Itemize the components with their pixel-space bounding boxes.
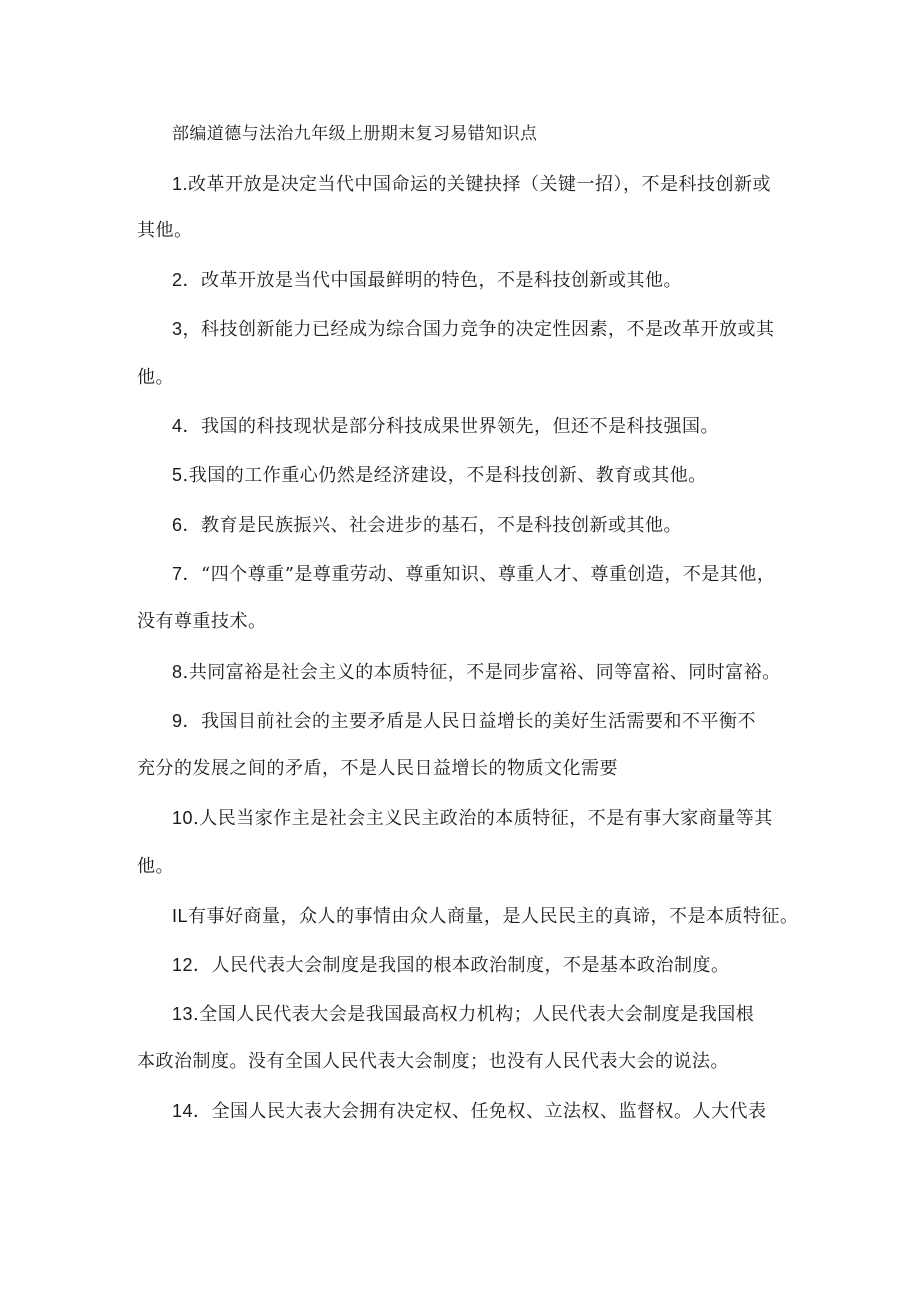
item-text: 改革开放是决定当代中国命运的关键抉择（关键一招），不是科技创新或 [188, 174, 772, 195]
item-text: ，科技创新能力已经成为综合国力竞争的决定性因素，不是改革开放或其 [182, 319, 775, 340]
item-text: ．“四个尊重”是尊重劳动、尊重知识、尊重人才、尊重创造，不是其他， [182, 564, 776, 585]
list-item [172, 660, 781, 685]
item-text: .共同富裕是社会主义的本质特征，不是同步富裕、同等富裕、同时富裕。 [182, 662, 781, 683]
document-title: 部编道德与法治九年级上册期末复习易错知识点 [172, 124, 538, 144]
item-number: 14 [172, 1101, 194, 1121]
item-number: 13 [172, 1004, 194, 1024]
item-text: ．我国目前社会的主要矛盾是人民日益增长的美好生活需要和不平衡不 [182, 711, 757, 732]
list-item [172, 1099, 767, 1124]
item-text: ．教育是民族振兴、社会进步的基石，不是科技创新或其他。 [182, 515, 683, 536]
list-item [172, 414, 719, 439]
item-text: ．我国的科技现状是部分科技成果世界领先，但还不是科技强国。 [182, 416, 720, 437]
list-item [172, 562, 775, 587]
list-item [172, 268, 682, 293]
item-continuation: 本政治制度。没有全国人民代表大会制度；也没有人民代表大会的说法。 [137, 1051, 729, 1072]
item-number: 8 [172, 662, 183, 682]
item-text: .我国的工作重心仍然是经济建设，不是科技创新、教育或其他。 [182, 465, 707, 486]
item-number: 9 [172, 711, 183, 731]
item-number: 12 [172, 955, 194, 975]
list-item [172, 172, 771, 197]
list-item [172, 806, 773, 831]
list-item [172, 953, 730, 978]
item-text: .人民当家作主是社会主义民主政治的本质特征，不是有事大家商量等其 [193, 808, 773, 829]
item-continuation: 其他。 [137, 220, 193, 241]
item-number: 5 [172, 465, 183, 485]
item-continuation: 他。 [137, 856, 174, 877]
list-item [172, 904, 799, 929]
list-item [172, 463, 707, 488]
item-number: 3 [172, 319, 183, 339]
item-number: 1. [172, 174, 189, 194]
item-text: 有事好商量，众人的事情由众人商量，是人民民主的真谛，不是本质特征。 [188, 906, 799, 927]
item-text: ．人民代表大会制度是我国的根本政治制度，不是基本政治制度。 [193, 955, 730, 976]
list-item [172, 709, 756, 734]
list-item [172, 317, 775, 342]
item-number: 7 [172, 564, 183, 584]
item-continuation: 他。 [137, 367, 174, 388]
item-number: 10 [172, 808, 194, 828]
item-number: 4 [172, 416, 183, 436]
item-continuation: 没有尊重技术。 [137, 611, 267, 632]
item-number: 6 [172, 515, 183, 535]
item-number: IL [172, 906, 189, 926]
item-number: 2 [172, 270, 183, 290]
list-item [172, 1002, 754, 1027]
list-item [172, 513, 682, 538]
item-continuation: 充分的发展之间的矛盾，不是人民日益增长的物质文化需要 [137, 758, 618, 779]
item-text: ．全国人民大表大会拥有决定权、任免权、立法权、监督权。人大代表 [193, 1101, 767, 1122]
item-text: ．改革开放是当代中国最鲜明的特色，不是科技创新或其他。 [182, 270, 683, 291]
item-text: .全国人民代表大会是我国最高权力机构；人民代表大会制度是我国根 [193, 1004, 755, 1025]
